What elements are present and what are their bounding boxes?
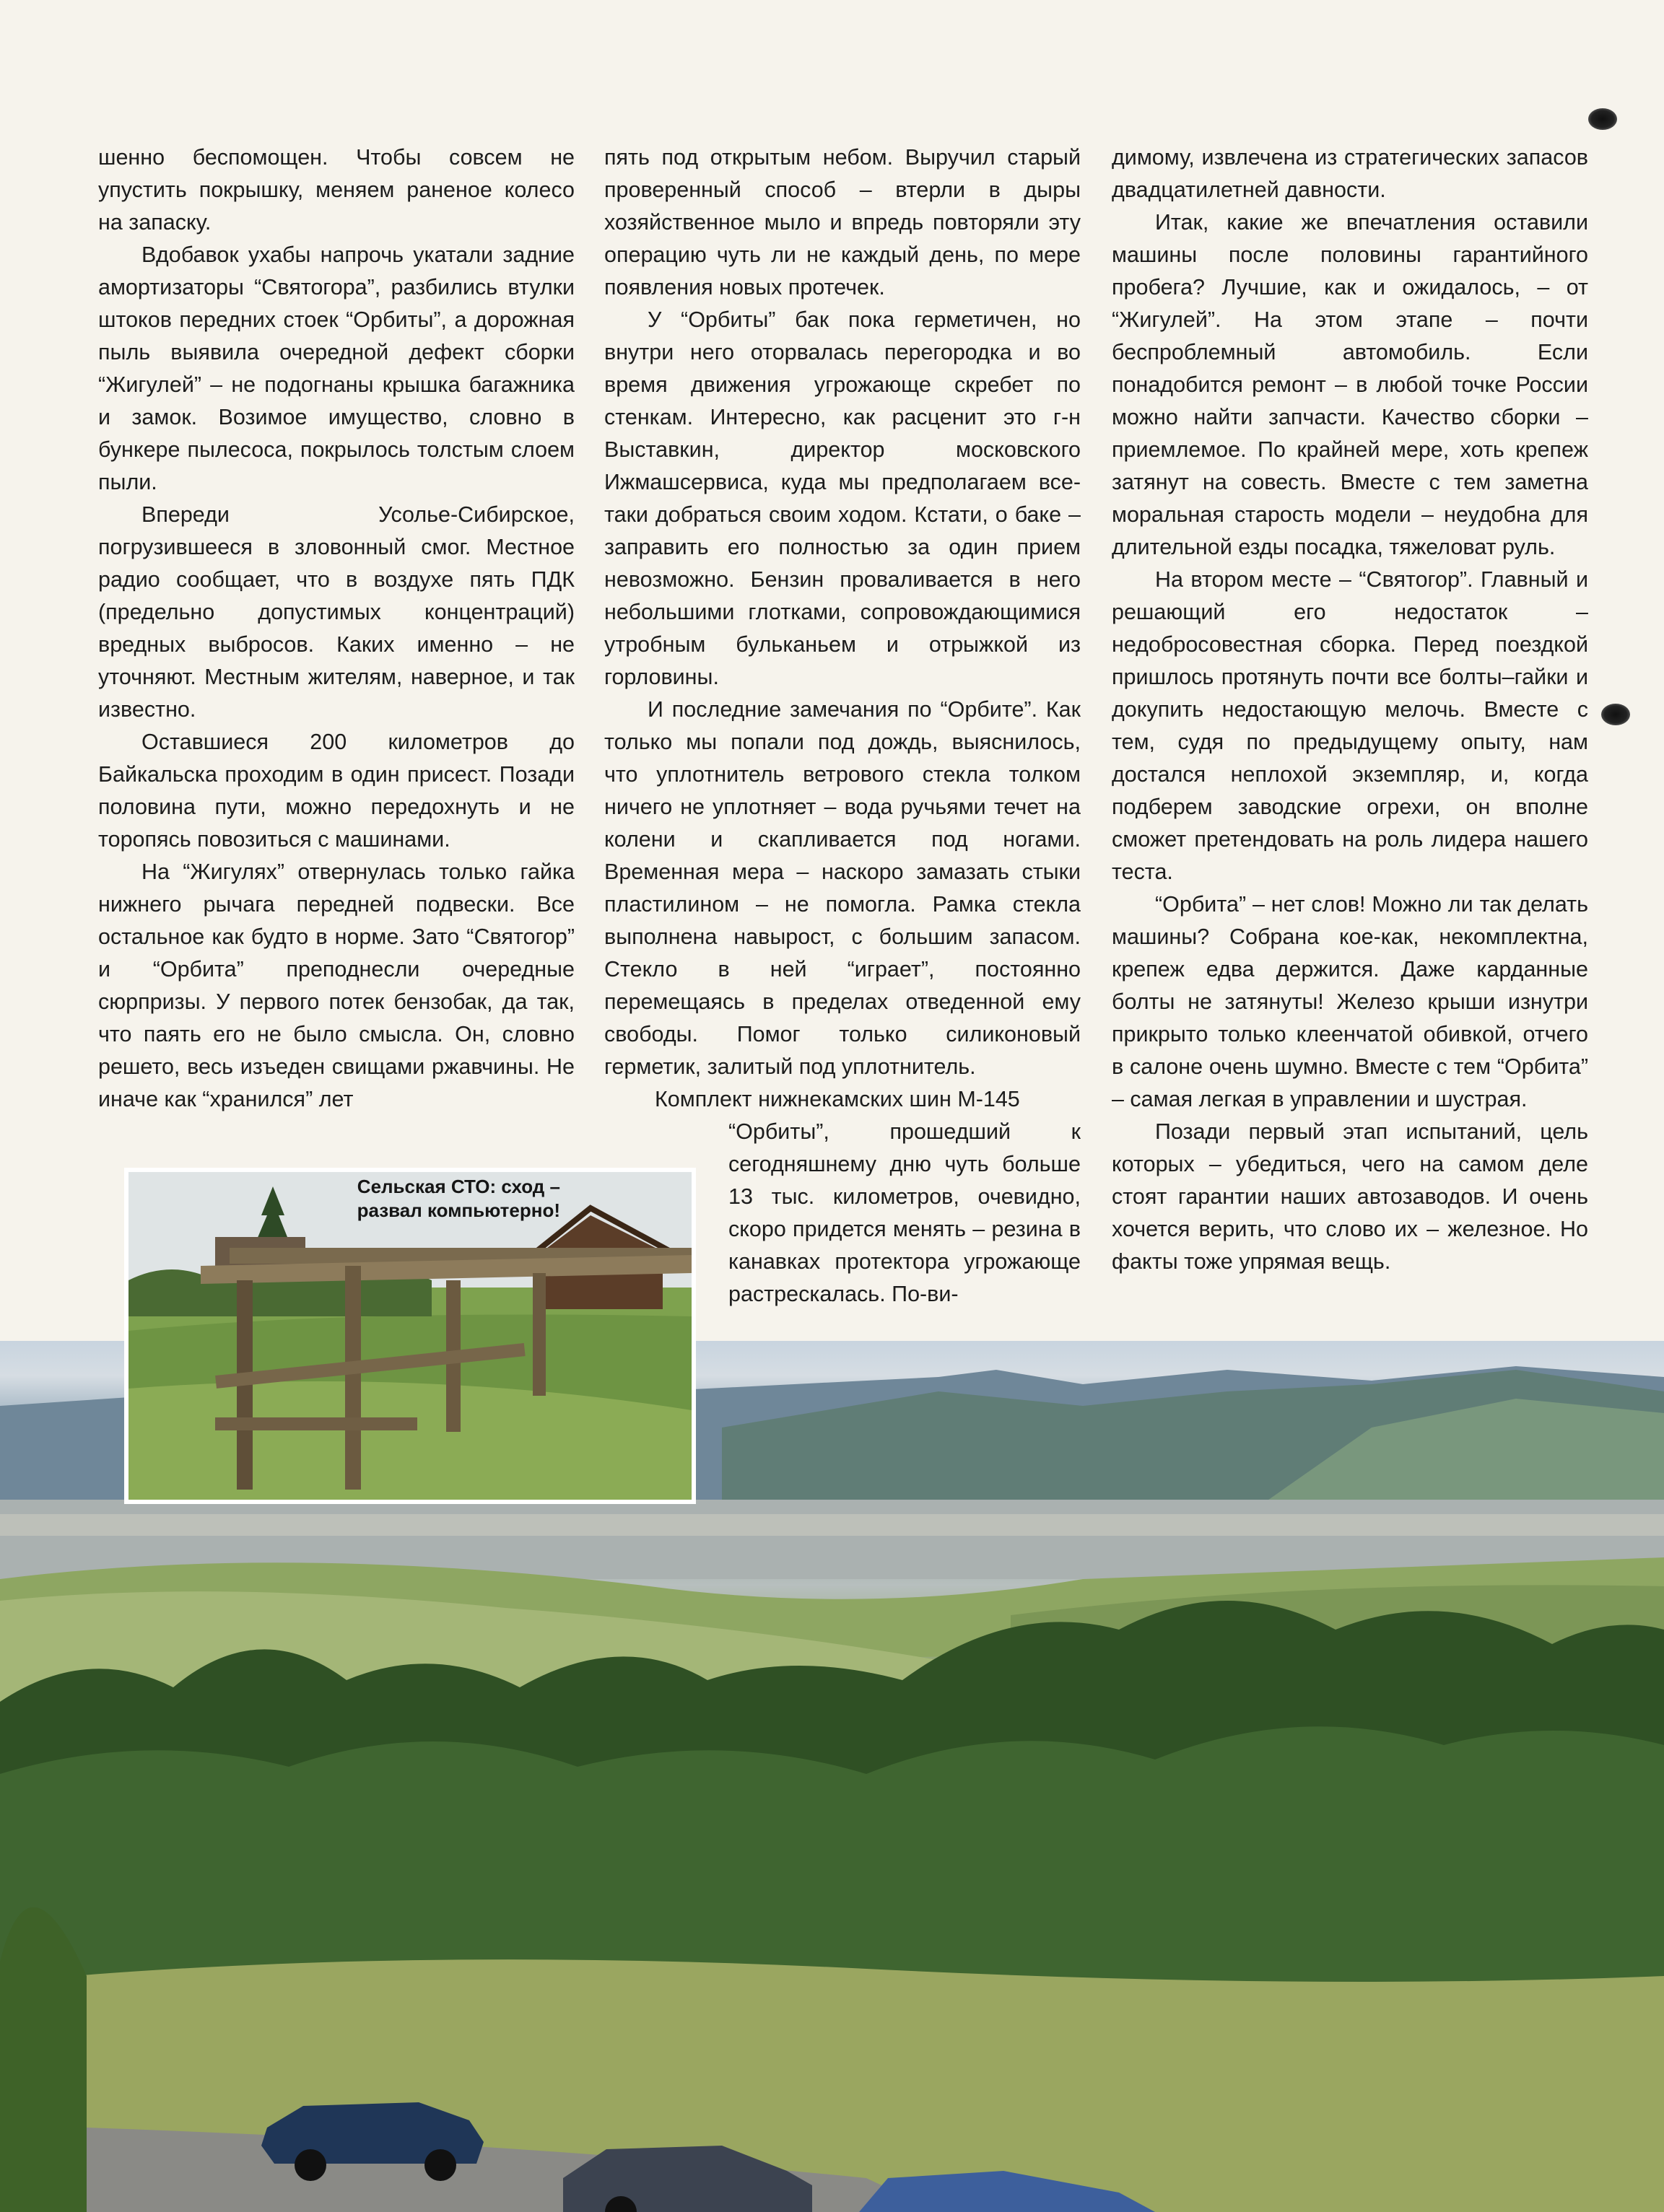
paragraph: димому, извлечена из стратегических запасов двадцатилетней давности. [1112, 145, 1588, 202]
paragraph: Итак, какие же впечатления оставили машины после половины гарантийного пробега? Лучшие, как и ожидалось, – от “Жигулей”. На этом этапе – почти беспроблемный автомобиль. Если понадобится ремонт – в любой точке России можно найти запчасти. Качество сборки – приемлемое. По крайней мере, хоть крепеж затянут на совесть. Вместе с тем заметна моральная старость модели – неудобна для длительной езды посадка, тяжеловат руль. [1112, 210, 1588, 559]
paragraph: Оставшиеся 200 километров до Байкальска проходим в один присест. Позади половина пути, можно передохнуть и не торопясь повозиться с машинами. [98, 730, 575, 852]
photo-caption: Сельская СТО: сход – развал компьютерно! [357, 1176, 560, 1221]
paragraph: На “Жигулях” отвернулась только гайка нижнего рычага передней подвески. Все остальное как будто в норме. Зато “Святогор” и “Орбита” преподнесли очередные сюрпризы. У первого потек бензобак, да так, что паять его не было смысла. Он, словно решето, весь изъеден свищами ржавчины. Не иначе как “хранился” лет [98, 860, 575, 1111]
paragraph: Комплект нижнекамских шин М-145 [655, 1087, 1020, 1111]
paragraph: пять под открытым небом. Выручил старый проверенный способ – втерли в дыры хозяйственное мыло и впредь повторяли эту операцию чуть ли не каждый день, по мере появления новых протечек. [604, 145, 1081, 300]
paragraph: шенно беспомощен. Чтобы совсем не упустить покрышку, меняем раненое колесо на запаску. [98, 145, 575, 235]
paragraph: И последние замечания по “Орбите”. Как только мы попали под дождь, выяснилось, что уплотнитель ветрового стекла толком ничего не уплотняет – вода ручьями течет на колени и скапливается под ногами. Временная мера – наскоро замазать стыки пластилином – не помогла. Рамка стекла выполнена навырост, с большим запасом. Стекло в ней “играет”, постоянно перемещаясь в пределах отведенной ему свободы. Помог только силиконовый герметик, залитый под уплотнитель. [604, 697, 1081, 1079]
paragraph: Позади первый этап испытаний, цель которых – убедиться, чего на самом деле стоят гарантии наших автозаводов. И очень хочется верить, что слово их – железное. Но факты тоже упрямая вещь. [1112, 1119, 1588, 1274]
paragraph: Вдобавок ухабы напрочь укатали задние амортизаторы “Святогора”, разбились втулки штоков передних стоек “Орбиты”, а дорожная пыль выявила очередной дефект сборки “Жигулей” – не подогнаны крышка багажника и замок. Возимое имущество, словно в бункере пылесоса, покрылось толстым слоем пыли. [98, 242, 575, 494]
text-column-2 [604, 141, 1081, 1311]
paragraph: На втором месте – “Святогор”. Главный и решающий его недостаток – недобросовестная сборка. Перед поездкой пришлось протянуть почти все болты–гайки и докупить недостающую мелочь. Вместе с тем, судя по предыдущему опыту, нам достался неплохой экземпляр, и, когда подберем заводские огрехи, он вполне сможет претендовать на роль лидера нашего теста. [1112, 567, 1588, 884]
paragraph: “Орбиты”, прошедший к сегодняшнему дню чуть больше 13 тыс. километров, очевидно, скоро придется менять – резина в канавках протектора угрожающе растрескалась. По-ви- [728, 1119, 1081, 1306]
paragraph: У “Орбиты” бак пока герметичен, но внутри него оторвалась перегородка и во время движения угрожающе скребет по стенкам. Интересно, как расценит это г-н Выставкин, директор московского Ижмашсервиса, куда мы предполагаем все-таки добраться своим ходом. Кстати, о баке – заправить его полностью за один прием невозможно. Бензин проваливается в него небольшими глотками, сопровождающимися утробным бульканьем и отрыжкой из горловины. [604, 307, 1081, 689]
text-column-1 [98, 141, 575, 1116]
punch-hole-1 [1588, 108, 1617, 130]
punch-hole-2 [1601, 704, 1630, 725]
paragraph: “Орбита” – нет слов! Можно ли так делать машины? Собрана кое-как, некомплектна, крепеж едва держится. Даже карданные болты не затянуты! Железо крыши изнутри прикрыто только клеенчатой обивкой, отчего в салоне очень шумно. Вместе с тем “Орбита” – самая легкая в управлении и шустрая. [1112, 892, 1588, 1111]
text-column-3 [1112, 141, 1588, 1278]
paragraph: Впереди Усолье-Сибирское, погрузившееся в зловонный смог. Местное радио сообщает, что в воздухе пять ПДК (предельно допустимых концентраций) вредных выбросов. Каких именно – не уточняют. Местным жителям, наверное, и так известно. [98, 502, 575, 722]
